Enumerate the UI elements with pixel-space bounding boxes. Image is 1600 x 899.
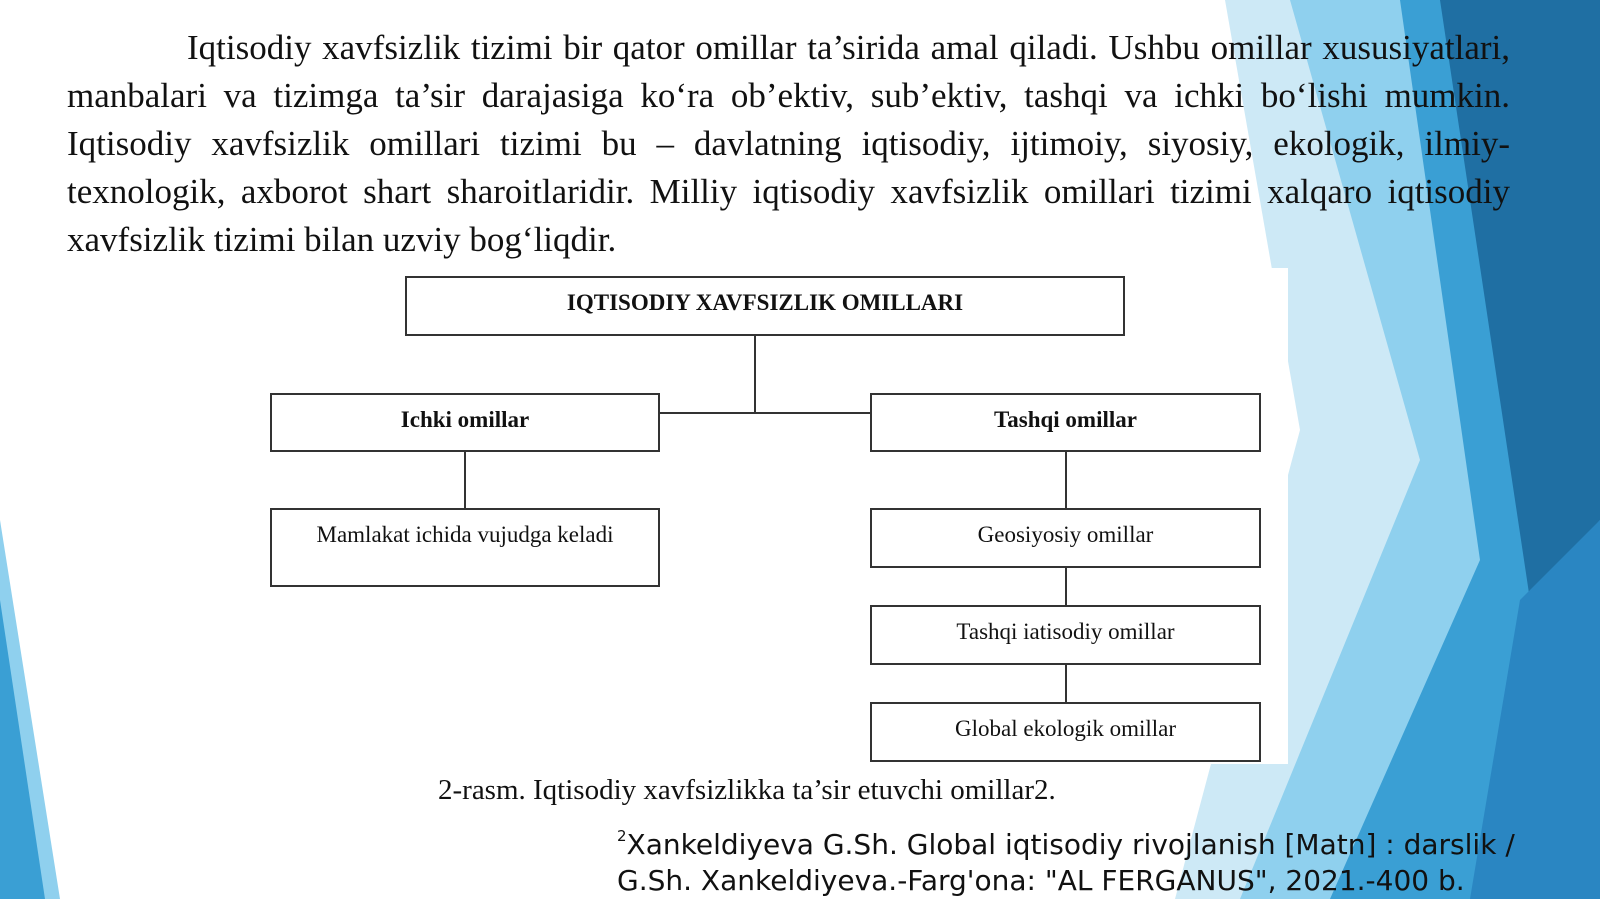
root-box (405, 276, 1125, 336)
body-paragraph: Iqtisodiy xavfsizlik tizimi bir qator omillar ta’sirida amal qiladi. Ushbu omillar xususiyatlari, manbalari va tizimga ta’sir darajasiga ko‘ra ob’ektiv, sub’ektiv, tashqi va ichki bo‘lishi mumkin. Iqtisodiy xavfsizlik omillari tizimi bu – davlatning iqtisodiy, ijtimoiy, siyosiy, ekologik, ilmiy-texnologik, axborot shart sharoitlaridir. Milliy iqtisodiy xavfsizlik omillari tizimi xalqaro iqtisodiy xavfsizlik tizimi bilan uzviy bog‘liqdir. (67, 28, 1510, 259)
internal-item-box (270, 508, 660, 587)
footnote-text: Xankeldiyeva G.Sh. Global iqtisodiy rivojlanish [Matn] : darslik / G.Sh. Xankeldiyeva.-Farg'ona: "AL FERGANUS", 2021.-400 b. (617, 828, 1515, 897)
footnote-marker: 2 (617, 827, 627, 845)
external-factors-box (870, 393, 1261, 452)
external-item-label: Geosiyosiy omillar (977, 522, 1154, 547)
external-factors-label: Tashqi omillar (994, 407, 1137, 432)
footnote (617, 818, 1597, 899)
internal-factors-box (270, 393, 660, 452)
external-item-box (870, 702, 1261, 762)
external-item-box (870, 508, 1261, 568)
root-label: IQTISODIY XAVFSIZLIK OMILLARI (566, 290, 964, 315)
external-item-box (870, 605, 1261, 665)
external-item-label: Global ekologik omillar (954, 716, 1176, 741)
figure-caption: 2-rasm. Iqtisodiy xavfsizlikka ta’sir etuvchi omillar2. (438, 774, 1056, 806)
internal-factors-label: Ichki omillar (400, 407, 530, 432)
external-item-label: Tashqi iatisodiy omillar (956, 619, 1175, 644)
internal-item-label: Mamlakat ichida vujudga keladi (316, 522, 614, 547)
